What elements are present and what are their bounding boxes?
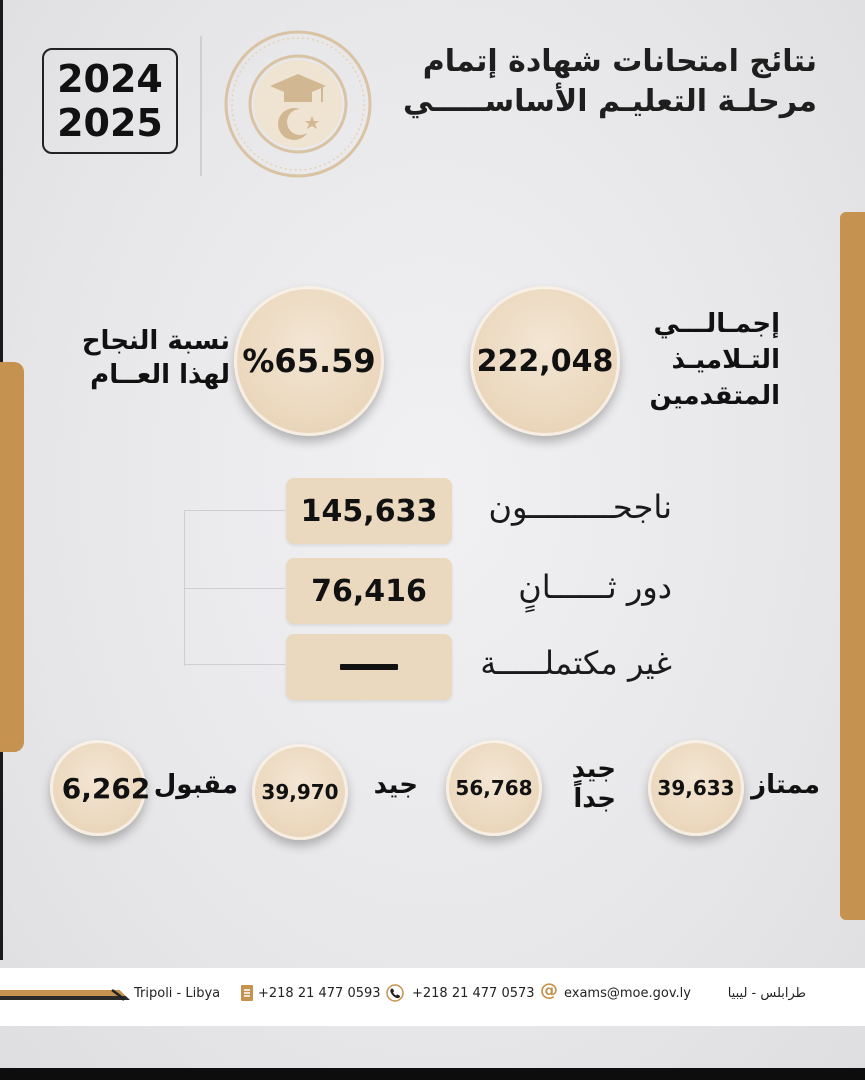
phone-2: +218 21 477 0593 (258, 986, 381, 1001)
bracket-line-1 (185, 510, 285, 511)
acceptable-circle (50, 740, 151, 836)
header-divider (200, 36, 202, 176)
incomplete-dash (340, 664, 398, 670)
incomplete-value-box (286, 634, 452, 700)
acceptable-value: 6,262 (61, 771, 151, 805)
very-good-circle (446, 740, 542, 836)
contact-footer (0, 968, 865, 1026)
excellent-circle (648, 740, 744, 836)
rate-label-line-1: نسبة النجاح (81, 326, 230, 356)
total-students-label (620, 306, 780, 414)
passed-label: ناجحـــــــــون (488, 488, 672, 526)
total-label-line-3: المتقدمين (649, 381, 780, 411)
pass-rate-label (40, 324, 230, 392)
ministry-seal-icon (222, 28, 374, 180)
results-bracket (184, 510, 284, 666)
left-accent-bar (0, 362, 24, 752)
very-good-value: 56,768 (455, 776, 533, 800)
total-students-circle (470, 286, 620, 436)
acceptable-label: مقبول (153, 770, 238, 800)
year-box (42, 48, 178, 154)
phone-icon (386, 984, 404, 1002)
year-top: 2024 (57, 57, 163, 101)
title-line-1: نتائج امتحانات شهادة إتمام (422, 44, 817, 79)
rate-label-line-2: لهذا العــام (90, 360, 230, 390)
good-label: جيد (373, 770, 418, 800)
year-bottom: 2025 (57, 101, 163, 145)
excellent-label: ممتاز (751, 770, 820, 800)
bottom-strip (0, 1068, 865, 1080)
at-icon: @ (540, 980, 558, 1001)
very-good-label (552, 754, 616, 814)
location-en: Tripoli - Libya (134, 986, 221, 1001)
good-value: 39,970 (261, 780, 339, 804)
location-ar: طرابلس - ليبيا (727, 986, 806, 1001)
title-line-2: مرحلـة التعليـم الأساســـــي (403, 84, 817, 119)
pass-rate-value: %65.59 (242, 342, 376, 380)
passed-value-box (286, 478, 452, 544)
right-accent-bar (840, 212, 865, 920)
bracket-line-3 (185, 664, 285, 665)
page-title (397, 42, 817, 122)
second-round-value-box (286, 558, 452, 624)
second-round-value: 76,416 (311, 573, 427, 609)
good-circle (252, 744, 348, 840)
pass-rate-circle (234, 286, 384, 436)
total-label-line-2: التـلاميـذ (671, 345, 780, 375)
passed-value: 145,633 (300, 493, 438, 529)
total-label-line-1: إجمـالـــي (653, 309, 780, 339)
bracket-line-2 (185, 588, 285, 589)
email: exams@moe.gov.ly (564, 986, 691, 1001)
total-students-value: 222,048 (476, 343, 614, 379)
second-round-label: دور ثــــــانٍ (518, 568, 672, 606)
very-good-label-line-2: جداً (573, 784, 616, 814)
fax-icon (238, 984, 256, 1002)
incomplete-label: غير مكتملـــــة (480, 644, 672, 682)
location-arrow-icon (110, 988, 126, 1002)
excellent-value: 39,633 (657, 776, 735, 800)
very-good-label-line-1: جيد (571, 754, 616, 784)
phone-1: +218 21 477 0573 (412, 986, 535, 1001)
